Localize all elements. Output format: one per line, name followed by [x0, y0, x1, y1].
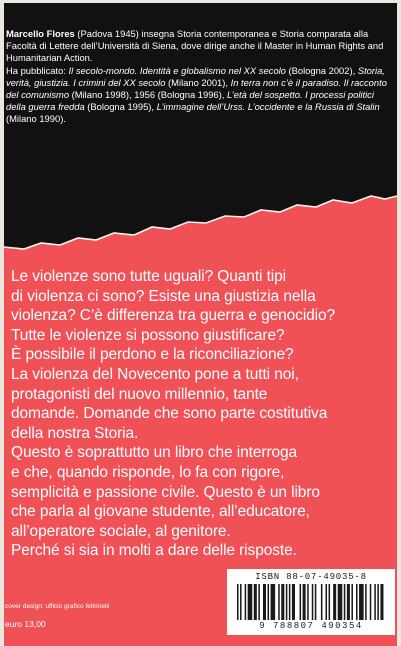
- barcode-bar: [312, 584, 314, 620]
- blurb-line: e che, quando risponde, lo fa con rigore,: [11, 463, 285, 481]
- blurb-line: Le violenze sono tutte uguali? Quanti tipi: [11, 268, 286, 285]
- barcode-bar: [240, 584, 242, 620]
- work-title-extra: XX secolo: [241, 64, 286, 76]
- author-intro: (Padova 1945) insegna Storia contemporanea e Storia comparata alla Facoltà di Lettere dell’Università di Siena, dove dirige anche il Master in Human Rights and Humanitarian Action.: [6, 28, 384, 64]
- cover-blurb: [11, 267, 395, 561]
- blurb-line: La violenza del Novecento pone a tutti noi,: [11, 365, 299, 383]
- isbn-label: ISBN 88-07-49035-8: [255, 572, 367, 582]
- barcode-bar: [263, 584, 266, 620]
- work-title: Storia, verità, giustizia. I crimini del: [6, 64, 385, 88]
- barcode-bar: [286, 584, 288, 620]
- barcode-bar: [315, 584, 317, 620]
- barcode-bar: [268, 584, 270, 620]
- work-title: Il secolo-mondo. Identità e globalismo nel: [68, 64, 242, 76]
- barcode-bar: [333, 584, 336, 620]
- barcode-bar: [300, 584, 302, 620]
- author-biography: [6, 28, 390, 126]
- barcode-bar: [278, 584, 280, 620]
- barcode-number: 9 788807 490354: [259, 621, 363, 631]
- barcode-bar: [281, 584, 284, 620]
- work-publication: (Bologna 2002),: [285, 64, 358, 76]
- work-publication: (Milano 2001),: [165, 76, 231, 88]
- work-title-extra: XX secolo: [120, 76, 166, 88]
- barcode-icon: [237, 584, 385, 620]
- barcode-bar: [365, 584, 367, 620]
- barcode-bar: [344, 584, 346, 620]
- barcode-bar: [356, 584, 358, 620]
- blurb-line: Tutte le violenze si possono giustificare?: [11, 326, 285, 344]
- barcode-bar: [258, 584, 260, 620]
- blurb-line: all’operatore sociale, al genitore.: [11, 522, 231, 540]
- barcode-bar: [377, 584, 379, 620]
- barcode-bar: [370, 584, 372, 620]
- blurb-line: protagonisti del nuovo millennio, tante: [11, 385, 268, 403]
- barcode-bar: [351, 584, 353, 620]
- barcode-bar: [347, 584, 350, 620]
- barcode-bar: [374, 584, 376, 620]
- work-publication: (Milano 1990).: [6, 113, 66, 125]
- work-title: In terra non c’è il paradiso. Il racconto del comunismo: [6, 76, 387, 101]
- barcode-bar: [307, 584, 309, 620]
- blurb-line: domande. Domande che sono parte costitutiva: [11, 405, 328, 423]
- blurb-line: della nostra Storia.: [11, 424, 139, 442]
- cover-design-credit: cover design: ufficio grafico feltrinelli: [5, 603, 110, 610]
- barcode-bar: [380, 584, 383, 620]
- barcode-bar: [245, 584, 247, 620]
- barcode-bar: [289, 584, 291, 620]
- work-title: L’età del sospetto. I processi politici della guerra fredda: [6, 89, 374, 113]
- barcode-bar: [338, 584, 343, 620]
- blurb-line: di violenza ci sono? Esiste una giustizia nella: [11, 287, 316, 305]
- barcode-bar: [237, 584, 239, 620]
- author-name: Marcello Flores: [6, 28, 75, 39]
- blurb-line: Perché si sia in molti a dare delle risposte.: [11, 542, 297, 560]
- price-label: euro 13,00: [5, 619, 46, 629]
- barcode-bar: [248, 584, 253, 620]
- barcode-panel: [227, 569, 395, 635]
- barcode-bar: [303, 584, 306, 620]
- barcode-bar: [325, 584, 327, 620]
- work-publication: (Milano 1998), 1956 (Bologna 1996),: [69, 89, 227, 101]
- barcode-bar: [254, 584, 257, 620]
- blurb-line: È possibile il perdono e la riconciliazione?: [11, 346, 294, 364]
- work-title: L’immagine dell’Urss. L’occidente e la Russia di Stalin: [156, 101, 380, 113]
- blurb-line: violenza? C’è differenza tra guerra e genocidio?: [11, 307, 336, 325]
- work-publication: (Bologna 1995),: [84, 101, 157, 113]
- barcode-bar: [359, 584, 364, 620]
- blurb-line: Questo è soprattutto un libro che interroga: [11, 444, 298, 462]
- blurb-line: semplicità e passione civile. Questo è un libro: [11, 483, 320, 501]
- barcode-bar: [271, 584, 276, 620]
- barcode-bar: [292, 584, 295, 620]
- barcode-bar: [329, 584, 331, 620]
- works-prefix: Ha pubblicato:: [6, 64, 69, 76]
- blurb-line: che parla al giovane studente, all’educatore,: [11, 503, 310, 521]
- barcode-bar: [321, 584, 323, 620]
